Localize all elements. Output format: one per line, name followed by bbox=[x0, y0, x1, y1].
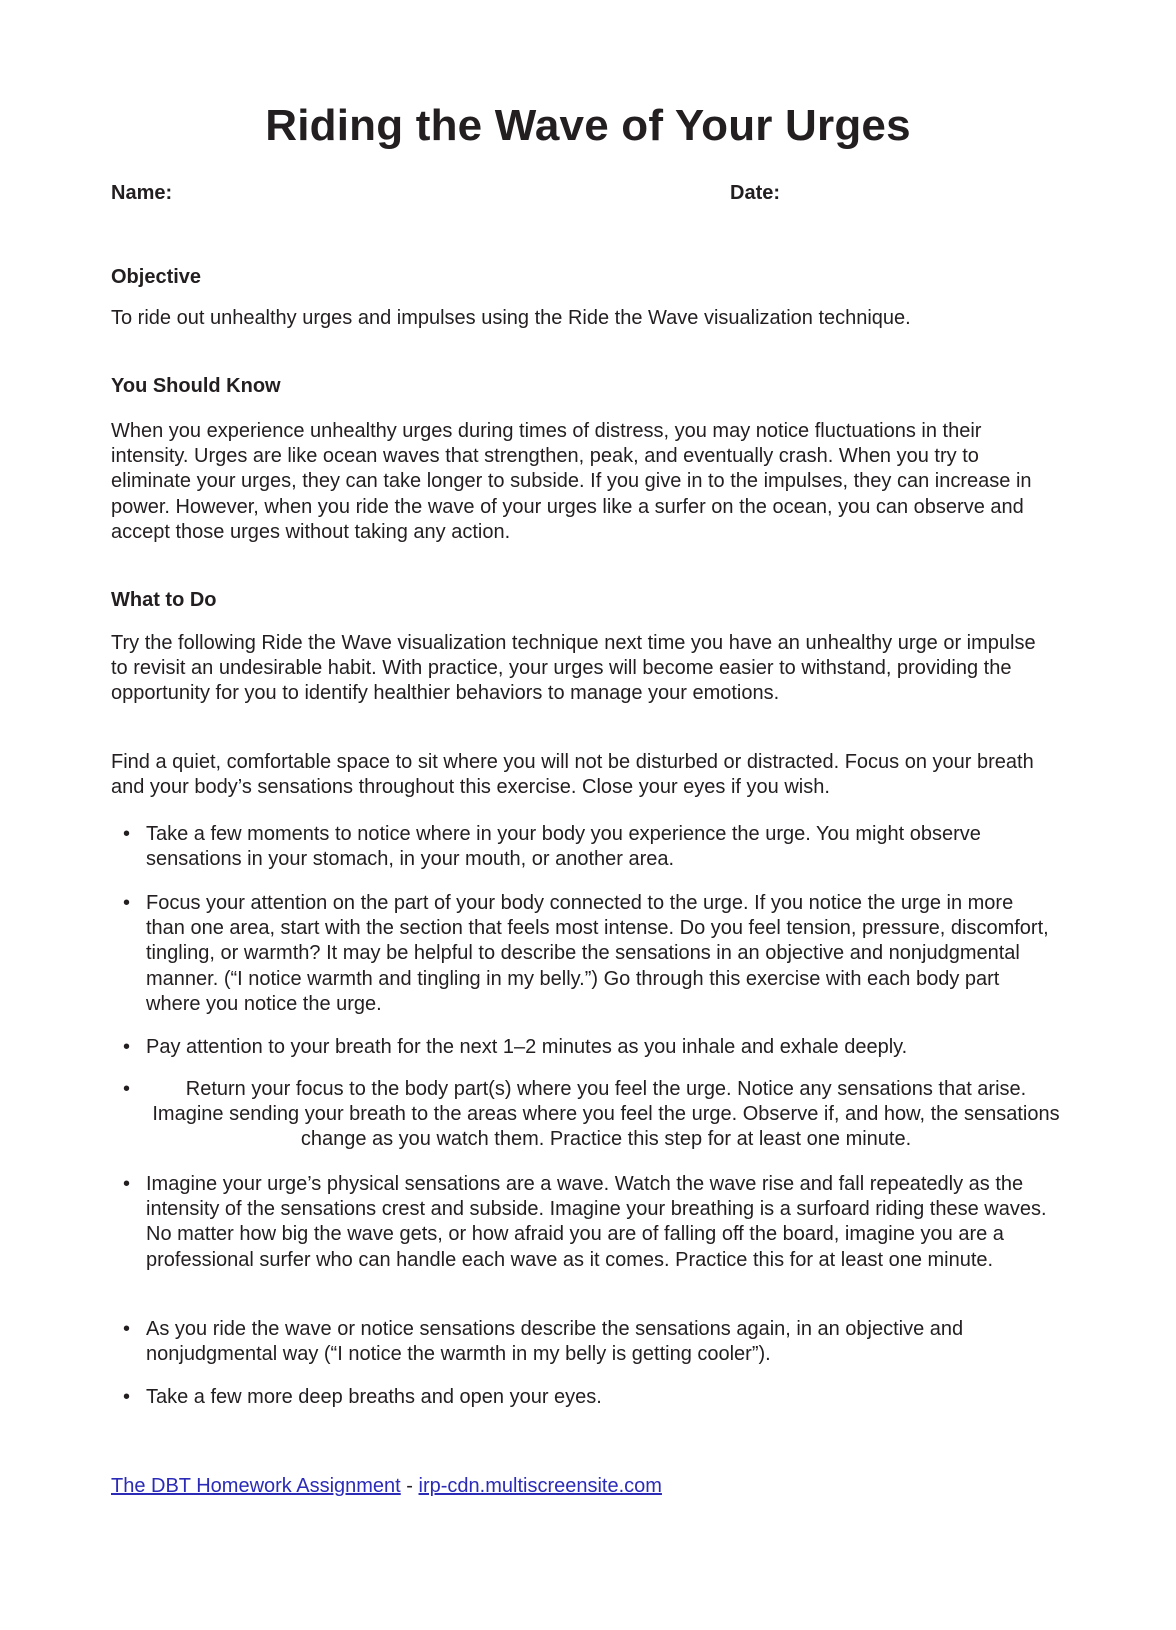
list-item bbox=[111, 1035, 1056, 1060]
step-text: As you ride the wave or notice sensations describe the sensations again, in an objective and nonjudgmental way (“I notice the warmth in my belly is getting cooler”). bbox=[146, 1318, 964, 1366]
footer bbox=[111, 1473, 662, 1499]
bullet-icon: • bbox=[123, 1173, 131, 1195]
name-label: Name: bbox=[111, 182, 173, 204]
should-know-text: When you experience unhealthy urges during times of distress, you may notice fluctuations in their intensity. Urges are like ocean waves that strengthen, peak, and eventually crash. When you try to eliminate your urges, they can take longer to subside. If you give in to the impulses, they can increase in power. However, when you ride the wave of your urges like a surfer on the ocean, you can observe and accept those urges without taking any action. bbox=[111, 420, 1032, 543]
objective-heading: Objective bbox=[111, 266, 202, 288]
what-to-do-heading: What to Do bbox=[111, 589, 217, 611]
step-text: Take a few moments to notice where in your body you experience the urge. You might observe sensations in your stomach, in your mouth, or another area. bbox=[146, 823, 981, 871]
list-item bbox=[111, 1317, 1056, 1367]
bullet-icon: • bbox=[123, 823, 131, 845]
step-text: Focus your attention on the part of your body connected to the urge. If you notice the urge in more than one area, start with the section that feels most intense. Do you feel tension, pressure, discomfort, tingling, or warmth? It may be helpful to describe the sensations in an objective and nonjudgmental manner. (“I notice warmth and tingling in my belly.”) Go through this exercise with each body part where you notice the urge. bbox=[146, 892, 1049, 1015]
bullet-icon: • bbox=[123, 1036, 131, 1058]
bullet-icon: • bbox=[123, 1318, 131, 1340]
list-item bbox=[111, 1172, 1056, 1273]
date-label: Date: bbox=[730, 182, 781, 204]
objective-text: To ride out unhealthy urges and impulses using the Ride the Wave visualization technique. bbox=[111, 307, 911, 329]
bullet-icon: • bbox=[123, 892, 131, 914]
list-item bbox=[111, 1077, 1060, 1153]
bullet-icon: • bbox=[123, 1078, 131, 1100]
dbt-homework-link[interactable]: The DBT Homework Assignment bbox=[111, 1475, 401, 1497]
should-know-heading: You Should Know bbox=[111, 375, 281, 397]
step-text: Pay attention to your breath for the next 1–2 minutes as you inhale and exhale deeply. bbox=[146, 1036, 908, 1058]
what-to-do-setup: Find a quiet, comfortable space to sit where you will not be disturbed or distracted. Focus on your breath and your body’s sensations throughout this exercise. Close your eyes if you wish. bbox=[111, 751, 1034, 799]
step-text: Take a few more deep breaths and open your eyes. bbox=[146, 1386, 602, 1408]
list-item bbox=[111, 891, 1056, 1017]
step-text: Return your focus to the body part(s) where you feel the urge. Notice any sensations that arise. Imagine sending your breath to the areas where you feel the urge. Observe if, and how, the sensations change as you watch them. Practice this step for at least one minute. bbox=[152, 1078, 1060, 1151]
source-url-link[interactable]: irp-cdn.multiscreensite.com bbox=[418, 1475, 662, 1497]
page-title: Riding the Wave of Your Urges bbox=[265, 101, 911, 150]
list-item bbox=[111, 1385, 1056, 1410]
footer-separator: - bbox=[400, 1475, 419, 1497]
bullet-icon: • bbox=[123, 1386, 131, 1408]
what-to-do-intro: Try the following Ride the Wave visualization technique next time you have an unhealthy urge or impulse to revisit an undesirable habit. With practice, your urges will become easier to withstand, providing the opportunity for you to identify healthier behaviors to manage your emotions. bbox=[111, 632, 1036, 705]
list-item bbox=[111, 822, 1056, 872]
step-text: Imagine your urge’s physical sensations are a wave. Watch the wave rise and fall repeatedly as the intensity of the sensations crest and subside. Imagine your breathing is a surfoard riding these waves. No matter how big the wave gets, or how afraid you are of falling off the board, imagine you are a professional surfer who can handle each wave as it comes. Practice this for at least one minute. bbox=[146, 1173, 1047, 1271]
